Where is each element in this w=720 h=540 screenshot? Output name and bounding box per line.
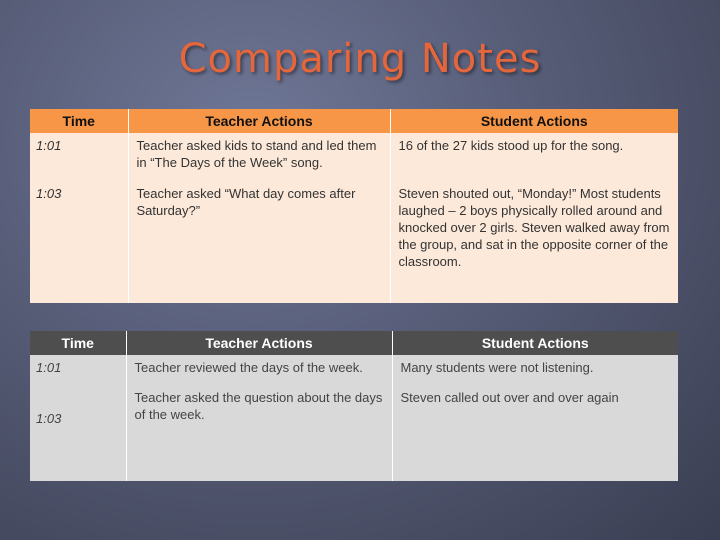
table-row <box>30 385 678 481</box>
teacher-action-cell: Teacher asked kids to stand and led them in “The Days of the Week” song. <box>128 133 390 181</box>
table-row <box>30 181 678 303</box>
table-header-row <box>30 109 678 133</box>
time-cell: 1:01 <box>30 355 126 385</box>
teacher-action-cell: Teacher reviewed the days of the week. <box>126 355 392 385</box>
header-time: Time <box>30 331 126 355</box>
time-cell: 1:01 <box>30 133 128 181</box>
table-row <box>30 355 678 385</box>
teacher-action-cell: Teacher asked “What day comes after Saturday?” <box>128 181 390 303</box>
table-header-row <box>30 331 678 355</box>
table-row <box>30 133 678 181</box>
slide-title: Comparing Notes <box>178 36 542 82</box>
header-teacher-actions: Teacher Actions <box>126 331 392 355</box>
header-student-actions: Student Actions <box>390 109 678 133</box>
header-teacher-actions: Teacher Actions <box>128 109 390 133</box>
observation-table-1 <box>30 109 678 303</box>
student-action-cell: Steven called out over and over again <box>392 385 678 481</box>
time-value: 1:03 <box>36 411 62 426</box>
student-action-cell: Steven shouted out, “Monday!” Most students laughed – 2 boys physically rolled around and knocked over 2 girls. Steven walked away from the group, and sat in the opposite corner of the classroom. <box>390 181 678 303</box>
student-action-cell: 16 of the 27 kids stood up for the song. <box>390 133 678 181</box>
student-action-cell: Many students were not listening. <box>392 355 678 385</box>
teacher-action-cell: Teacher asked the question about the days of the week. <box>126 385 392 481</box>
time-cell <box>30 385 126 481</box>
header-student-actions: Student Actions <box>392 331 678 355</box>
header-time: Time <box>30 109 128 133</box>
time-cell: 1:03 <box>30 181 128 303</box>
observation-table-2 <box>30 331 678 481</box>
